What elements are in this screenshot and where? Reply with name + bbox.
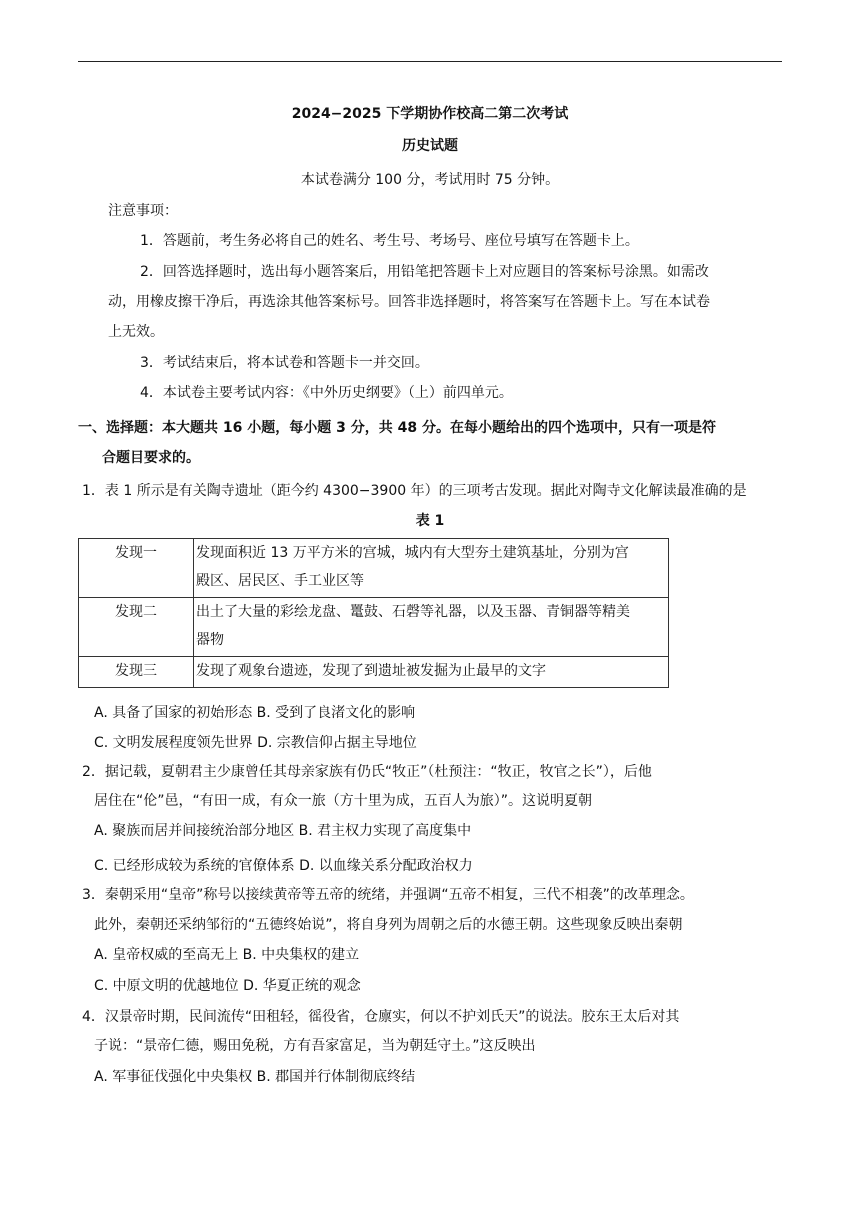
note-2-line-3: 上无效。 <box>108 324 164 340</box>
note-3: 3．考试结束后，将本试卷和答题卡一并交回。 <box>140 355 429 371</box>
q3-options-cd: C. 中原文明的优越地位 D. 华夏正统的观念 <box>94 978 361 994</box>
q2-options-ab: A. 聚族而居并间接统治部分地区 B. 君主权力实现了高度集中 <box>94 823 472 839</box>
q2-stem-line-2: 居住在“伦”邑，“有田一成，有众一旅（方十里为成，五百人为旅）”。这说明夏朝 <box>94 793 593 809</box>
q4-options-ab: A. 军事征伐强化中央集权 B. 郡国并行体制彻底终结 <box>94 1069 416 1085</box>
exam-info: 本试卷满分 100 分，考试用时 75 分钟。 <box>300 172 560 188</box>
q2-stem-line-1: 2．据记载，夏朝君主少康曾任其母亲家族有仍氏“牧正”（杜预注：“牧正，牧官之长”），后他 <box>82 764 652 780</box>
exam-title: 2024−2025 下学期协作校高二第二次考试 <box>291 106 569 122</box>
table-row <box>79 598 669 657</box>
note-1: 1．答题前，考生务必将自己的姓名、考生号、考场号、座位号填写在答题卡上。 <box>140 233 639 249</box>
note-2-line-2: 动，用橡皮擦干净后，再选涂其他答案标号。回答非选择题时，将答案写在答题卡上。写在本试卷 <box>108 294 710 310</box>
q1-stem: 1．表 1 所示是有关陶寺遗址（距今约 4300−3900 年）的三项考古发现。据此对陶寺文化解读最准确的是 <box>82 483 747 499</box>
section-heading-line-2: 合题目要求的。 <box>102 450 200 466</box>
table-row-content: 发现了观象台遗迹，发现了到遗址被发掘为止最早的文字 <box>194 657 669 688</box>
q1-options-cd: C. 文明发展程度领先世界 D. 宗教信仰占据主导地位 <box>94 735 417 751</box>
table-row-label: 发现三 <box>79 657 194 688</box>
q3-options-ab: A. 皇帝权威的至高无上 B. 中央集权的建立 <box>94 947 360 963</box>
table-row <box>79 539 669 598</box>
q1-table-title: 表 1 <box>415 513 445 529</box>
q1-table <box>78 538 669 688</box>
table-row-label: 发现一 <box>79 539 194 598</box>
q3-stem-line-2: 此外，秦朝还采纳邹衍的“五德终始说”，将自身列为周朝之后的水德王朝。这些现象反映出秦朝 <box>94 917 683 933</box>
top-rule <box>78 61 782 62</box>
table-row-content: 出土了大量的彩绘龙盘、鼍鼓、石磬等礼器，以及玉器、青铜器等精美 器物 <box>194 598 669 657</box>
notes-heading: 注意事项： <box>108 203 178 219</box>
q4-stem-line-2: 子说：“景帝仁德，赐田免税，方有吾家富足，当为朝廷守土。”这反映出 <box>94 1038 536 1054</box>
q4-stem-line-1: 4．汉景帝时期，民间流传“田租轻，徭役省，仓廪实，何以不护刘氏天”的说法。胶东王太后对其 <box>82 1009 680 1025</box>
subject-title: 历史试题 <box>402 138 458 154</box>
section-heading-line-1: 一、选择题：本大题共 16 小题，每小题 3 分，共 48 分。在每小题给出的四个选项中，只有一项是符 <box>78 420 716 436</box>
note-4: 4．本试卷主要考试内容：《中外历史纲要》（上）前四单元。 <box>140 385 513 401</box>
table-row-content: 发现面积近 13 万平方米的宫城，城内有大型夯土建筑基址，分别为宫 殿区、居民区、手工业区等 <box>194 539 669 598</box>
q2-options-cd: C. 已经形成较为系统的官僚体系 D. 以血缘关系分配政治权力 <box>94 858 473 874</box>
q1-options-ab: A. 具备了国家的初始形态 B. 受到了良渚文化的影响 <box>94 705 416 721</box>
q3-stem-line-1: 3．秦朝采用“皇帝”称号以接续黄帝等五帝的统绪，并强调“五帝不相复，三代不相袭”的改革理念。 <box>82 887 694 903</box>
note-2-line-1: 2．回答选择题时，选出每小题答案后，用铅笔把答题卡上对应题目的答案标号涂黑。如需改 <box>140 264 709 280</box>
table-row-label: 发现二 <box>79 598 194 657</box>
table-row <box>79 657 669 688</box>
